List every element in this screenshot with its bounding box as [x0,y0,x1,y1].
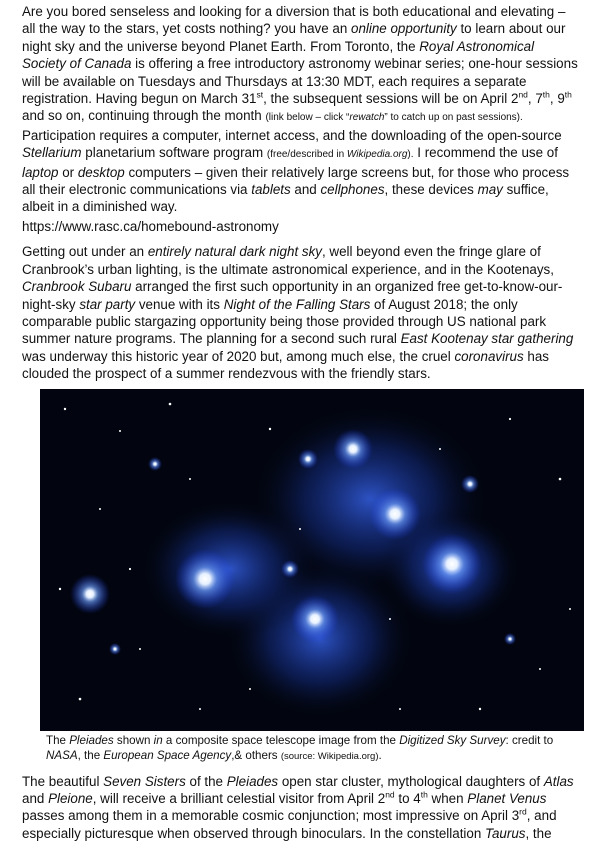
paragraph-webinar: Are you bored senseless and looking for a diversion that is both educational and elevating – all the way to the stars, yet costs nothing? you have an online opportunity to learn about our night sky and the universe beyond Planet Earth. From Toronto, the Royal Astronomical Society of Canada is offering a free introductory astronomy webinar series; one-hour sessions will be available on Tuesdays and Thursdays at 13:30 MDT, each requires a separate registration. Having begun on March 31st, the subsequent sessions will be on April 2nd, 7th, 9th and so on, continuing through the month (link below – click “rewatch” to catch up on past sessions). Participation requires a computer, internet access, and the downloading of the open-source Stellarium planetarium software program (free/described in Wikipedia.org). I recommend the use of laptop or desktop computers – given their relatively large screens but, for those who process all their electronic communications via tablets and cellphones, these devices may suffice, albeit in a diminished way. [22,4,578,215]
pleiades-figure [40,389,584,764]
image-caption: The Pleiades shown in a composite space telescope image from the Digitized Sky Survey: credit to NASA, the European Space Agency,& others (source: Wikipedia.org). [46,733,554,762]
pleiades-image [40,389,584,731]
paragraph-dark-sky: Getting out under an entirely natural dark night sky, well beyond even the fringe glare of Cranbrook’s urban lighting, is the ultimate astronomical experience, and in the Kootenays, Cranbrook Subaru arranged the first such opportunity in an organized free get-to-know-our-night-sky star party venue with its Night of the Falling Stars of August 2018; the only comparable public stargazing opportunity being those provided through US national park summer nature programs. The planning for a second such rural East Kootenay star gathering was underway this historic year of 2020 but, among much else, the cruel coronavirus has clouded the prospect of a summer rendezvous with the friendly stars. [22,244,574,382]
paragraph-seven-sisters: The beautiful Seven Sisters of the Pleiades open star cluster, mythological daughters of Atlas and Pleione, will receive a brilliant celestial visitor from April 2nd to 4th when Planet Venus passes among them in a memorable cosmic conjunction; most impressive on April 3rd, and especially picturesque when observed through binoculars. In the constellation Taurus, the [22,773,574,841]
webinar-link[interactable]: https://www.rasc.ca/homebound-astronomy [22,218,279,234]
